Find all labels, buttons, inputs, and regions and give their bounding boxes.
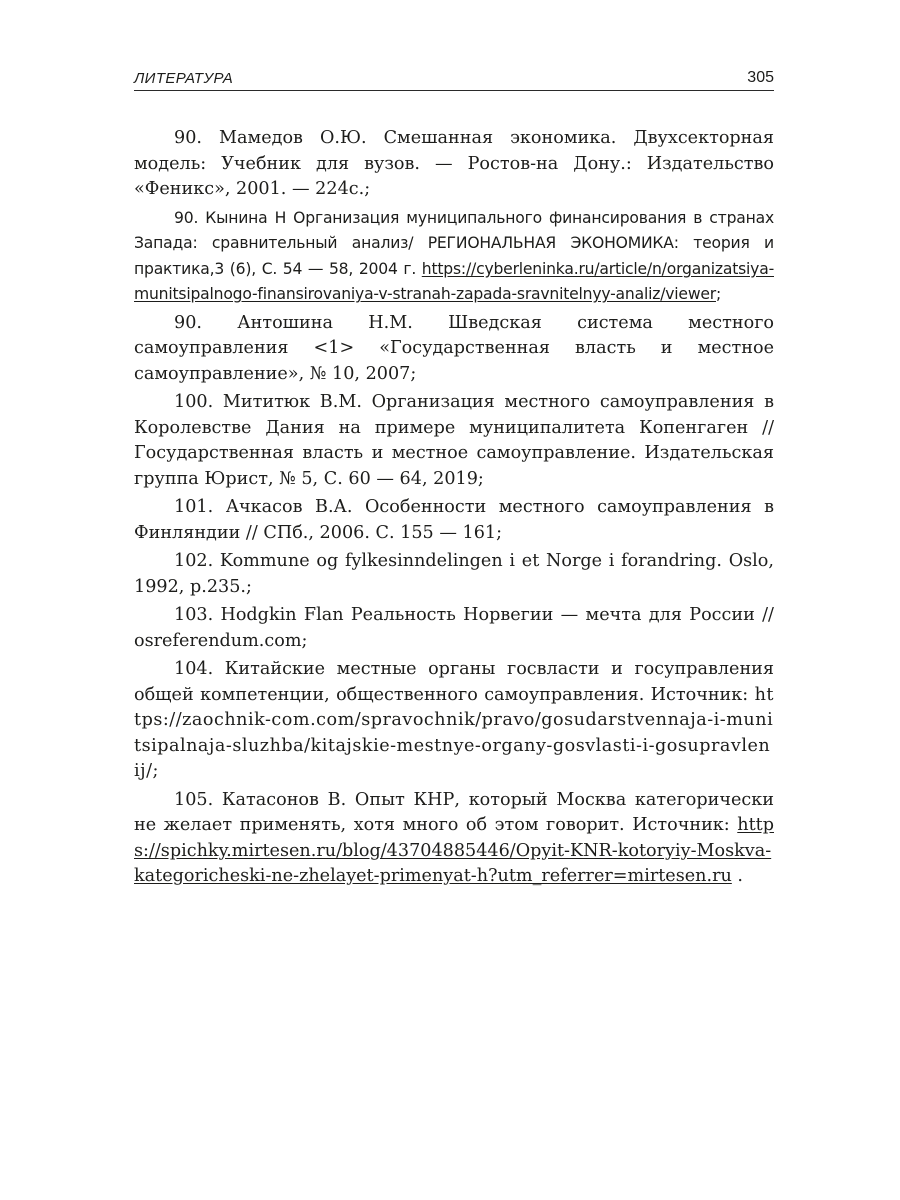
reference-entry [134, 549, 774, 600]
reference-entry [134, 657, 774, 785]
reference-entry [134, 788, 774, 890]
reference-entry [134, 390, 774, 492]
reference-url-text: https://zaochnik-com.com/spravochnik/pravo/gosudarstvennaja-i-munitsipalnaja-sluzhba/kitajskie-mestnye-organy-gosvlasti-i-gosupravlenij/; [134, 684, 774, 781]
reference-text: 104. Китайские местные органы госвласти и госуправления общей компетенции, общественного самоуправления. Источник: [134, 659, 774, 705]
reference-entry [134, 603, 774, 654]
reference-text: 101. Ачкасов В.А. Особенности местного самоуправления в Финляндии // СПб., 2006. С. 155 — 161; [134, 497, 774, 543]
reference-text: 100. Мититюк В.М. Организация местного самоуправления в Королевстве Дания на примере муниципалитета Копенгаген // Государственная власть и местное самоуправление. Издательская группа Юрист, № 5, С. 60 — 64, 2019; [134, 392, 774, 489]
running-header [134, 68, 774, 91]
reference-link[interactable]: https://spichky.mirtesen.ru/blog/43704885446/Opyit-KNR-kotoryiy-Moskva-kategoricheski-ne-zhelayet-primenyat-h?utm_referrer=mirtesen.ru [134, 815, 774, 886]
reference-text: 90. Мамедов О.Ю. Смешанная экономика. Двухсекторная модель: Учебник для вузов. — Ростов-на Дону.: Издательство «Феникс», 2001. — 224с.; [134, 128, 774, 199]
reference-link[interactable]: https://cyberleninka.ru/article/n/organizatsiya-munitsipalnogo-finansirovaniya-v-stranah-zapada-sravnitelnyy-analiz/viewer [134, 259, 774, 303]
reference-text: 102. Kommune og fylkesinndelingen i et Norge i forandring. Oslo, 1992, p.235.; [134, 551, 774, 597]
reference-list [134, 126, 774, 893]
reference-entry [134, 311, 774, 388]
reference-tail: ; [715, 285, 722, 303]
reference-entry [134, 495, 774, 546]
page-number: 305 [747, 69, 774, 86]
reference-text: 103. Hodgkin Flan Реальность Норвегии — мечта для России // osreferendum.com; [134, 605, 774, 651]
reference-tail: . [731, 866, 744, 886]
reference-text: 90. Кынина Н Организация муниципального финансирования в странах Запада: сравнительный анализ/ РЕГИОНАЛЬНАЯ ЭКОНОМИКА: теория и практика,3 (6), С. 54 — 58, 2004 г. [134, 208, 774, 278]
section-title: ЛИТЕРАТУРА [134, 70, 234, 87]
reference-entry [134, 206, 774, 308]
reference-entry [134, 126, 774, 203]
reference-text: 90. Антошина Н.М. Шведская система местного самоуправления <1> «Государственная власть и местное самоуправление», № 10, 2007; [134, 312, 774, 384]
reference-text: 105. Катасонов В. Опыт КНР, который Москва категорически не желает применять, хотя много об этом говорит. Источник: [134, 789, 774, 835]
